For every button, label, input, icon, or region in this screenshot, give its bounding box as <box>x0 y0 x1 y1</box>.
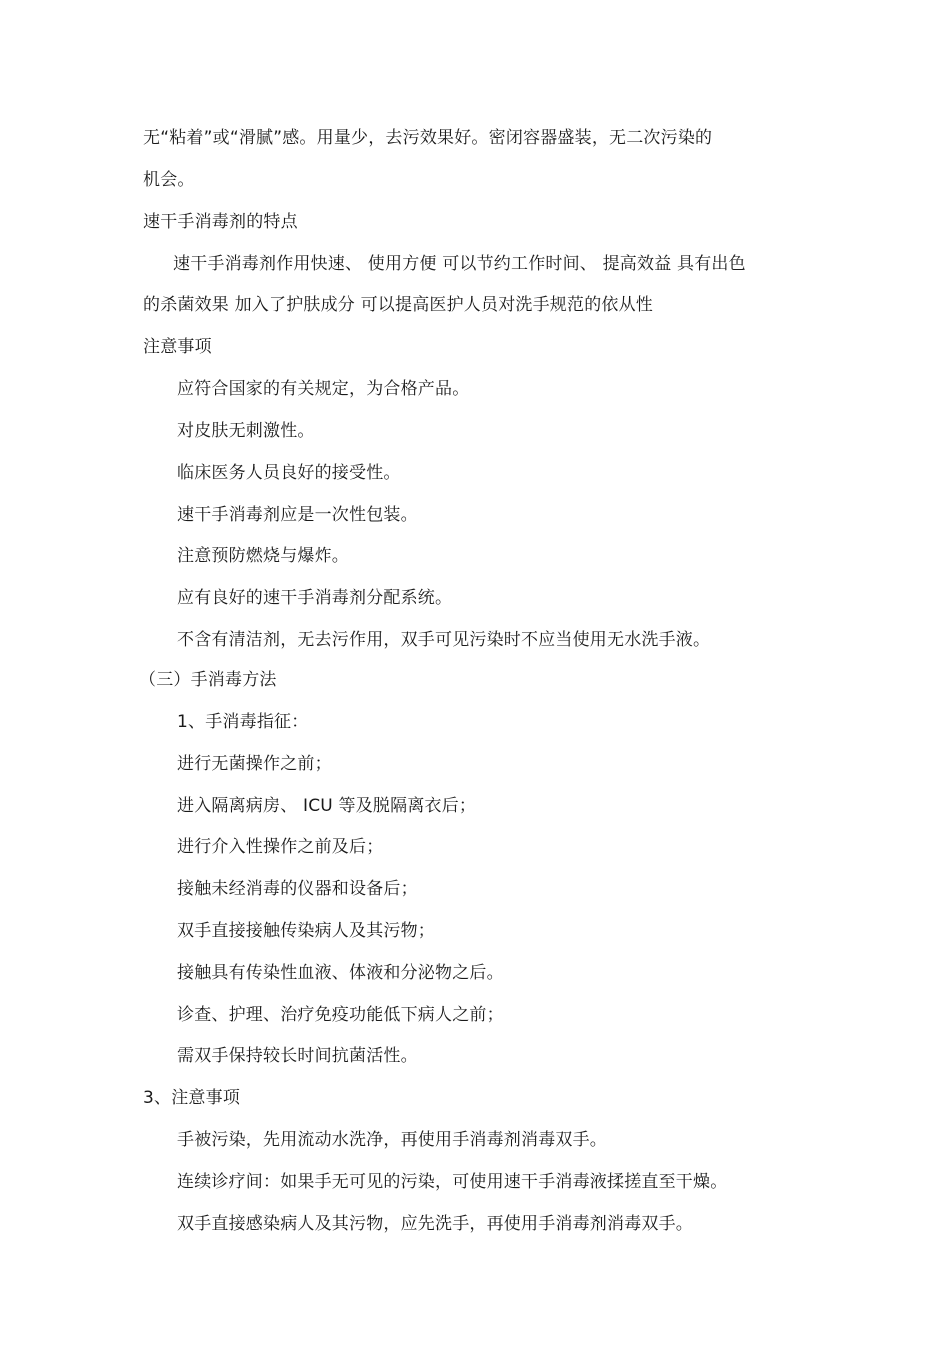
list-item: 应有良好的速干手消毒剂分配系统。 <box>177 588 453 608</box>
list-item: 需双手保持较长时间抗菌活性。 <box>177 1046 418 1066</box>
paragraph-line: 机会。 <box>143 170 195 190</box>
list-item: 双手直接接触传染病人及其污物； <box>177 921 435 941</box>
list-item: 进行无菌操作之前； <box>177 754 332 774</box>
list-item: 接触具有传染性血液、体液和分泌物之后。 <box>177 963 504 983</box>
list-item: 诊查、护理、治疗免疫功能低下病人之前； <box>177 1005 504 1025</box>
list-item: 连续诊疗间：如果手无可见的污染，可使用速干手消毒液揉搓直至干燥。 <box>177 1172 728 1192</box>
list-item: 注意预防燃烧与爆炸。 <box>177 546 349 566</box>
list-item: 速干手消毒剂应是一次性包装。 <box>177 505 418 525</box>
list-item: 进入隔离病房、 ICU 等及脱隔离衣后； <box>177 796 477 816</box>
list-item: 临床医务人员良好的接受性。 <box>177 463 401 483</box>
list-item: 应符合国家的有关规定，为合格产品。 <box>177 379 470 399</box>
paragraph-line: 无“粘着”或“滑腻”感。用量少，去污效果好。密闭容器盛装，无二次污染的 <box>143 128 713 148</box>
section-heading: 注意事项 <box>143 337 212 357</box>
paragraph-line: 的杀菌效果 加入了护肤成分 可以提高医护人员对洗手规范的依从性 <box>143 295 654 315</box>
paragraph-line: 速干手消毒剂作用快速、 使用方便 可以节约工作时间、 提高效益 具有出色 <box>173 254 746 274</box>
subsection-heading: 1、手消毒指征： <box>177 712 309 732</box>
section-heading: （三）手消毒方法 <box>139 670 277 690</box>
list-item: 进行介入性操作之前及后； <box>177 837 384 857</box>
list-item: 对皮肤无刺激性。 <box>177 421 315 441</box>
list-item: 不含有清洁剂，无去污作用，双手可见污染时不应当使用无水洗手液。 <box>177 630 711 650</box>
section-heading: 速干手消毒剂的特点 <box>143 212 298 232</box>
section-heading: 3、注意事项 <box>143 1088 241 1108</box>
list-item: 接触未经消毒的仪器和设备后； <box>177 879 418 899</box>
list-item: 手被污染，先用流动水洗净，再使用手消毒剂消毒双手。 <box>177 1130 607 1150</box>
list-item: 双手直接感染病人及其污物，应先洗手，再使用手消毒剂消毒双手。 <box>177 1214 693 1234</box>
